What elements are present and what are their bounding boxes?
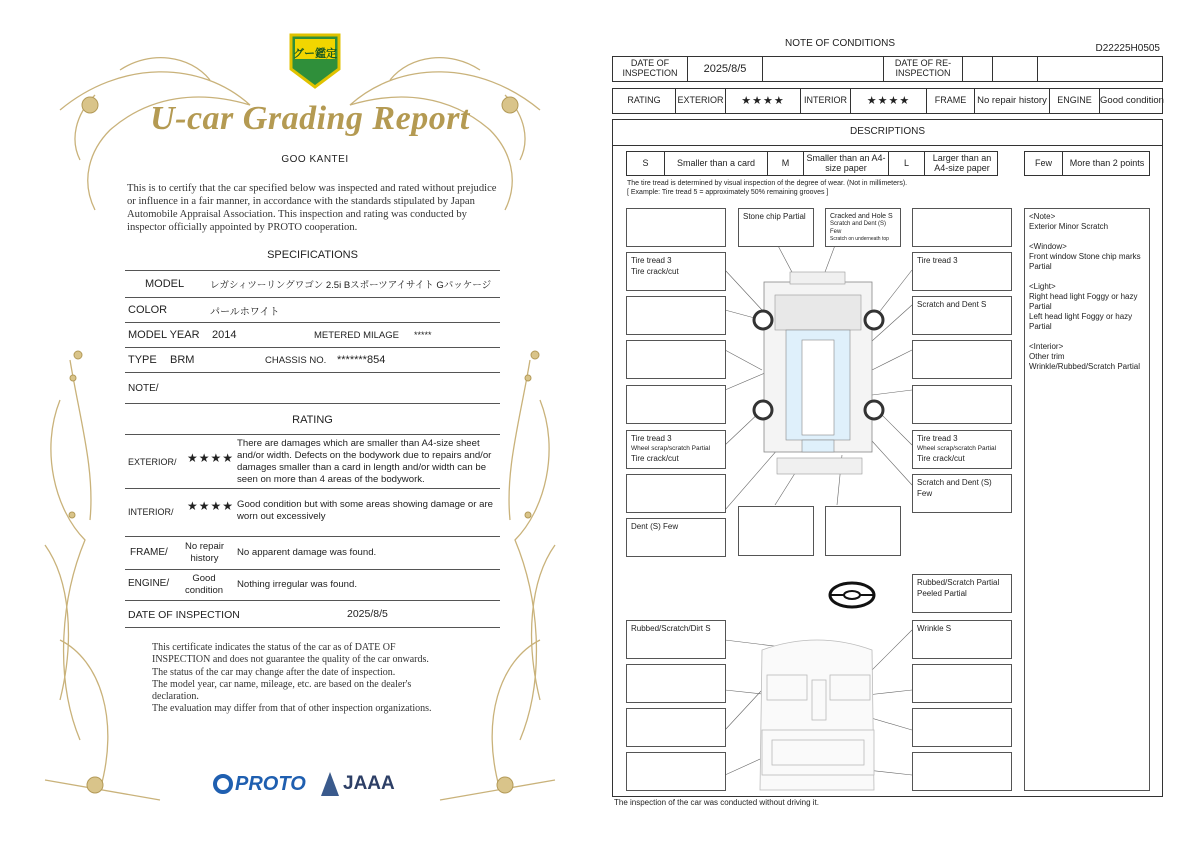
size-legend	[626, 151, 998, 176]
desc-box-front-right	[912, 208, 1012, 247]
desc-box-left-4	[626, 474, 726, 513]
desc-box-front-right-tire	[912, 252, 1012, 291]
desc-box-left-1	[626, 296, 726, 335]
exterior-stars: ★★★★	[726, 89, 801, 113]
rating-label: RATING	[613, 89, 676, 113]
exterior-label: EXTERIOR/	[128, 457, 177, 467]
legend-few-text: More than 2 points	[1069, 157, 1145, 168]
engine-value: Good condition	[184, 573, 224, 596]
note-line: Left head light Foggy or hazy Partial	[1029, 312, 1133, 331]
rear-right-text: Scratch and Dent (S) Few	[917, 478, 992, 498]
inspection-date-value: 2025/8/5	[347, 608, 388, 620]
legend-s: S	[627, 152, 665, 175]
fr-tire-text: Tire tread 3	[917, 256, 958, 265]
document-id: D22225H0505	[1095, 43, 1160, 54]
certificate-intro: This is to certify that the car specified below was inspected and rated without prejudice or influence in a fair manner, in accordance with the standards stipulated by Japan Automobile Appraisal Association. This inspection and rating was conducted by inspector officially appointed by PROTO cooperation.	[127, 183, 497, 233]
steering-text-2: Peeled Partial	[917, 588, 967, 598]
legend-m: M	[768, 152, 804, 175]
rating-engine-row	[125, 570, 500, 601]
desc-box-stone-chip	[738, 208, 814, 247]
desc-box-rear-left-tire	[626, 430, 726, 469]
metered-label: METERED MILAGE	[314, 329, 399, 341]
note-line	[1029, 332, 1145, 342]
jaaa-logo	[320, 770, 395, 798]
desc-box-interior-left-2	[626, 664, 726, 703]
frame-text: No apparent damage was found.	[237, 547, 377, 558]
desc-box-interior-right-2	[912, 664, 1012, 703]
spec-type-row	[125, 348, 500, 373]
type-label: TYPE	[128, 354, 157, 366]
desc-box-interior-right-4	[912, 752, 1012, 791]
cracked-text-2: Scratch and Dent (S) Few	[830, 221, 887, 235]
proto-logo-icon	[212, 773, 234, 795]
legend-m-text: Smaller than an A4-size paper	[804, 152, 889, 175]
fl-tire-1: Tire tread 3	[631, 256, 672, 265]
proto-logo	[212, 770, 306, 798]
interior-label: INTERIOR	[801, 89, 851, 113]
frame-label: FRAME	[927, 89, 975, 113]
note-line	[1029, 272, 1145, 282]
model-value: レガシィツーリングワゴン 2.5i Bスポーツアイサイト Gパッケージ	[210, 280, 492, 291]
desc-box-interior-left-3	[626, 708, 726, 747]
desc-box-front-left-tire	[626, 252, 726, 291]
right-scratch-text: Scratch and Dent S	[917, 300, 987, 309]
legend-l: L	[889, 152, 925, 175]
model-year-label: MODEL YEAR	[128, 329, 200, 341]
steering-text-1: Rubbed/Scratch Partial	[917, 578, 1000, 587]
desc-box-right-scratch	[912, 296, 1012, 335]
desc-box-rear-middle-2	[825, 506, 901, 556]
interior-stars: ★★★★	[187, 499, 235, 513]
engine-label: ENGINE	[1050, 89, 1100, 113]
desc-box-rear-middle-1	[738, 506, 814, 556]
spec-model-row	[125, 270, 500, 298]
footer-line: declaration.	[152, 691, 199, 703]
tire-note-2: [ Example: Tire tread 5 = approximately 50% remaining grooves ]	[627, 189, 829, 196]
desc-box-right-2	[912, 340, 1012, 379]
footer-line: The model year, car name, mileage, etc. are based on the dealer's	[152, 678, 412, 690]
exterior-label: EXTERIOR	[676, 89, 726, 113]
metered-value: *****	[414, 330, 432, 340]
note-line: Wrinkle/Rubbed/Scratch Partial	[1029, 362, 1141, 371]
certificate-footer	[152, 642, 482, 716]
note-line: <Interior>	[1029, 342, 1064, 351]
note-line: <Window>	[1029, 242, 1067, 251]
note-line: Front window Stone chip marks Partial	[1029, 252, 1141, 271]
desc-box-interior-left	[626, 620, 726, 659]
note-line: <Note>	[1029, 212, 1056, 221]
frame-value: No repair history	[184, 541, 225, 564]
dent-few: Dent (S) Few	[631, 522, 679, 531]
frame-label: FRAME/	[130, 547, 168, 558]
badge-text: グー鑑定	[293, 48, 337, 60]
desc-box-right-3	[912, 385, 1012, 424]
reinspection-value-1	[963, 57, 1038, 81]
rl-tire-3: Tire crack/cut	[631, 453, 679, 463]
rr-tire-2: Wheel scrap/scratch Partial	[917, 444, 997, 452]
specifications-heading: SPECIFICATIONS	[267, 249, 358, 261]
interior-text: Good condition but with some areas showing damage or are worn out excessively	[237, 499, 493, 522]
chassis-value: *******854	[337, 354, 386, 366]
jaaa-logo-text: JAAA	[343, 773, 395, 794]
badge-shield-icon	[287, 31, 343, 91]
proto-logo-text: PROTO	[235, 772, 306, 795]
exterior-text: There are damages which are smaller than A4-size sheet and/or width. Defects on the bodywork due to repairs and/or damages smaller than a card in length and/or width can be seen on more than 4 areas of the bodywork.	[237, 438, 492, 485]
rl-tire-1: Tire tread 3	[631, 434, 672, 443]
rr-tire-1: Tire tread 3	[917, 434, 958, 443]
notes-panel	[1024, 208, 1150, 791]
desc-box-interior-right	[912, 620, 1012, 659]
interior-label: INTERIOR/	[128, 507, 174, 517]
rating-exterior-row	[125, 434, 500, 489]
desc-box-left-3	[626, 385, 726, 424]
legend-s-text: Smaller than a card	[665, 152, 768, 175]
engine-label: ENGINE/	[128, 578, 170, 589]
rating-header-row	[612, 88, 1163, 114]
condition-sheet-title: NOTE OF CONDITIONS	[785, 38, 895, 49]
exterior-stars: ★★★★	[187, 451, 235, 465]
inspection-date-label: DATE OF INSPECTION	[128, 609, 240, 621]
legend-l-text: Larger than an A4-size paper	[932, 152, 992, 173]
cracked-text-1: Cracked and Hole S	[830, 213, 893, 220]
spec-note-row	[125, 373, 500, 404]
descriptions-heading: DESCRIPTIONS	[849, 126, 925, 137]
certificate-title: U-car Grading Report	[150, 100, 470, 137]
steering-wheel-icon	[830, 583, 874, 607]
few-legend	[1024, 151, 1150, 176]
desc-box-dent	[626, 518, 726, 557]
note-label: NOTE/	[128, 382, 159, 394]
car-top-view-icon	[754, 272, 883, 474]
date-header-row	[612, 56, 1163, 82]
desc-box-left-2	[626, 340, 726, 379]
footer-line: This certificate indicates the status of the car as of DATE OF	[152, 642, 396, 653]
tire-note-1: The tire tread is determined by visual inspection of the degree of wear. (Not in millimeters).	[627, 180, 908, 187]
chassis-label: CHASSIS NO.	[265, 354, 327, 366]
type-value: BRM	[170, 354, 195, 366]
jaaa-logo-icon	[320, 771, 340, 797]
reinspection-label: DATE OF RE-INSPECTION	[883, 57, 963, 81]
fl-tire-2: Tire crack/cut	[631, 266, 679, 276]
rating-frame-row	[125, 537, 500, 570]
engine-value: Good condition	[1100, 94, 1164, 106]
interior-right-text: Wrinkle S	[917, 624, 952, 633]
rating-interior-row	[125, 489, 500, 537]
engine-text: Nothing irregular was found.	[237, 579, 357, 590]
footer-line: The status of the car may change after the date of inspection.	[152, 666, 396, 678]
interior-stars: ★★★★	[851, 89, 927, 113]
color-value: パールホワイト	[210, 306, 280, 318]
note-line	[1029, 232, 1145, 242]
note-line: Right head light Foggy or hazy Partial	[1029, 292, 1138, 311]
date-value: 2025/8/5	[688, 57, 763, 81]
rl-tire-2: Wheel scrap/scratch Partial	[631, 444, 711, 452]
desc-box-rear-right	[912, 474, 1012, 513]
cracked-text-3: Scratch on underneath top	[830, 235, 889, 242]
model-year-value: 2014	[212, 329, 237, 341]
sheet-footer: The inspection of the car was conducted without driving it.	[614, 798, 819, 807]
car-interior-view-icon	[760, 640, 874, 790]
spec-year-row	[125, 323, 500, 348]
date-label: DATE OF INSPECTION	[613, 57, 688, 81]
rr-tire-3: Tire crack/cut	[917, 453, 965, 463]
footer-line: The evaluation may differ from that of other inspection organizations.	[152, 703, 432, 715]
frame-value: No repair history	[975, 89, 1050, 113]
certificate-subtitle: GOO KANTEI	[281, 154, 349, 165]
reinspection-value-2	[1038, 57, 1164, 81]
legend-few: Few	[1025, 152, 1063, 175]
desc-box-rear-right-tire	[912, 430, 1012, 469]
model-label: MODEL	[145, 278, 185, 290]
desc-box-interior-left-4	[626, 752, 726, 791]
note-line: Exterior Minor Scratch	[1029, 222, 1109, 231]
rating-heading: RATING	[292, 414, 333, 426]
interior-left-text: Rubbed/Scratch/Dirt S	[631, 624, 711, 633]
desc-box-interior-right-3	[912, 708, 1012, 747]
rating-date-row	[125, 601, 500, 628]
note-line: Other trim	[1029, 352, 1065, 361]
goo-kantei-badge	[287, 31, 343, 91]
footer-line: INSPECTION and does not guarantee the quality of the car onwards.	[152, 654, 429, 666]
desc-box-steering	[912, 574, 1012, 613]
color-label: COLOR	[128, 304, 168, 316]
stone-chip-text: Stone chip Partial	[743, 212, 806, 221]
spec-color-row	[125, 298, 500, 323]
desc-box-cracked	[825, 208, 901, 247]
desc-box-front-left	[626, 208, 726, 247]
note-line: <Light>	[1029, 282, 1056, 291]
